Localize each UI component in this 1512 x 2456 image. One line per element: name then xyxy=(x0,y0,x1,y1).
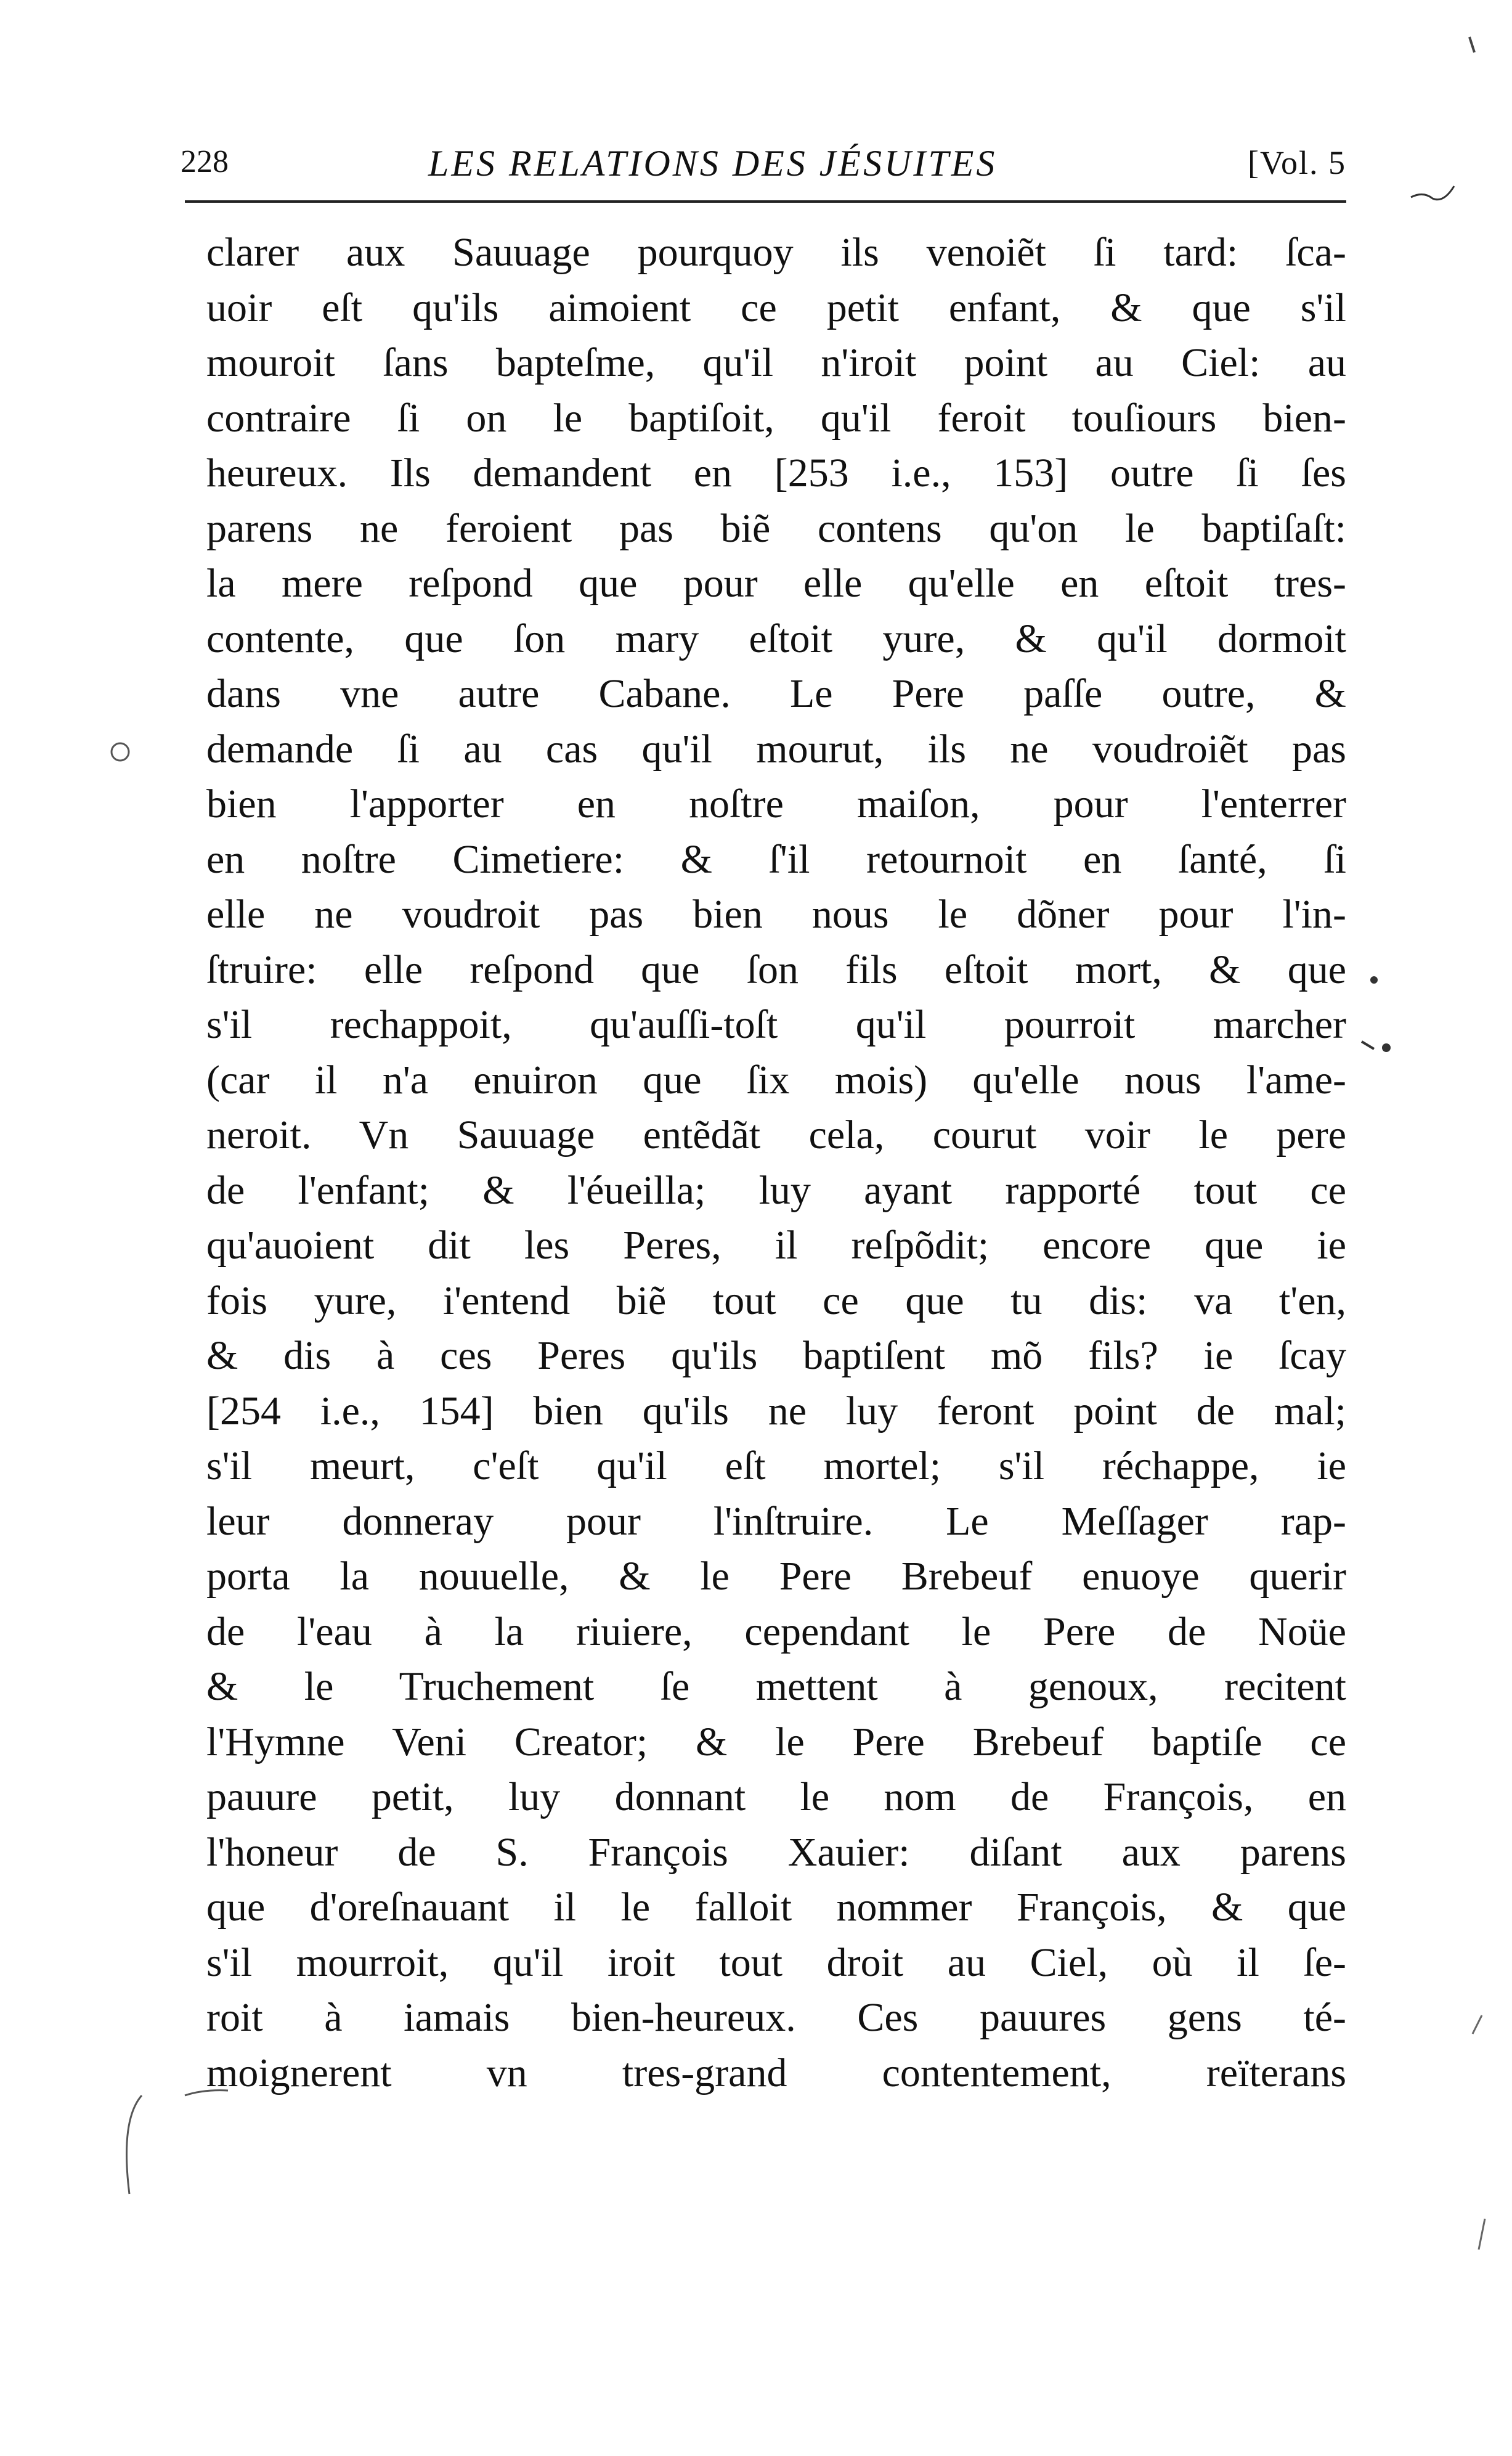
text-line: fois yure, i'entend biẽ tout ce que tu dis: va t'en, xyxy=(206,1278,1346,1323)
text-line: porta la nouuelle, & le Pere Brebeuf enuoye querir xyxy=(206,1554,1346,1599)
text-line: s'il mourroit, qu'il iroit tout droit au Ciel, où il ſe- xyxy=(206,1940,1346,1985)
text-line: contraire ſi on le baptiſoit, qu'il feroit touſiours bien- xyxy=(206,395,1346,441)
text-line: en noſtre Cimetiere: & ſ'il retournoit en ſanté, ſi xyxy=(206,836,1346,882)
text-line: heureux. Ils demandent en [253 i.e., 153] outre ſi ſes xyxy=(206,451,1346,496)
text-line: dans vne autre Cabane. Le Pere paſſe outre, & xyxy=(206,671,1346,716)
text-line: bien l'apporter en noſtre maiſon, pour l'enterrer xyxy=(206,781,1346,826)
text-line: contente, que ſon mary eſtoit yure, & qu'il dormoit xyxy=(206,616,1346,661)
text-line: parens ne feroient pas biẽ contens qu'on le baptiſaſt: xyxy=(206,505,1346,551)
text-line: demande ſi au cas qu'il mourut, ils ne voudroiẽt pas xyxy=(206,726,1346,772)
header-rule xyxy=(185,200,1346,203)
body-text xyxy=(206,225,1346,2100)
text-line: la mere reſpond que pour elle qu'elle en eſtoit tres- xyxy=(206,561,1346,606)
text-line: neroit. Vn Sauuage entẽdãt cela, courut voir le pere xyxy=(206,1112,1346,1157)
text-line: de l'eau à la riuiere, cependant le Pere de Noüe xyxy=(206,1609,1346,1654)
text-line: pauure petit, luy donnant le nom de François, en xyxy=(206,1774,1346,1819)
running-title: LES RELATIONS DES JÉSUITES xyxy=(428,143,998,184)
text-line: uoir eſt qu'ils aimoient ce petit enfant, & que s'il xyxy=(206,285,1346,330)
text-line: l'Hymne Veni Creator; & le Pere Brebeuf baptiſe ce xyxy=(206,1719,1346,1764)
text-line: l'honeur de S. François Xauier: diſant aux parens xyxy=(206,1829,1346,1875)
text-line: elle ne voudroit pas bien nous le dõner pour l'in- xyxy=(206,892,1346,937)
text-line: mouroit ſans bapteſme, qu'il n'iroit point au Ciel: au xyxy=(206,340,1346,385)
text-line: ſtruire: elle reſpond que ſon fils eſtoit mort, & que xyxy=(206,947,1346,992)
volume-label: [Vol. 5 xyxy=(1247,144,1346,181)
page-number: 228 xyxy=(181,144,229,179)
text-line: clarer aux Sauuage pourquoy ils venoiẽt ſi tard: ſca- xyxy=(206,230,1346,275)
text-line: que d'oreſnauant il le falloit nommer François, & que xyxy=(206,1885,1346,1930)
text-line: de l'enfant; & l'éueilla; luy ayant rapporté tout ce xyxy=(206,1167,1346,1213)
running-head xyxy=(169,133,1346,194)
text-line: [254 i.e., 154] bien qu'ils ne luy feront point de mal; xyxy=(206,1388,1346,1434)
text-line: qu'auoient dit les Peres, il reſpõdit; encore que ie xyxy=(206,1223,1346,1268)
text-line: s'il meurt, c'eſt qu'il eſt mortel; s'il réchappe, ie xyxy=(206,1443,1346,1488)
text-line: & le Truchement ſe mettent à genoux, recitent xyxy=(206,1664,1346,1709)
text-line: s'il rechappoit, qu'auſſi-toſt qu'il pourroit marcher xyxy=(206,1002,1346,1047)
text-line: (car il n'a enuiron que ſix mois) qu'elle nous l'ame- xyxy=(206,1057,1346,1103)
text-line: & dis à ces Peres qu'ils baptiſent mõ fils? ie ſcay xyxy=(206,1333,1346,1378)
text-line: roit à iamais bien-heureux. Ces pauures gens té- xyxy=(206,1995,1346,2040)
text-line: moignerent vn tres-grand contentement, reïterans xyxy=(206,2050,1346,2095)
text-line: leur donneray pour l'inſtruire. Le Meſſager rap- xyxy=(206,1498,1346,1544)
